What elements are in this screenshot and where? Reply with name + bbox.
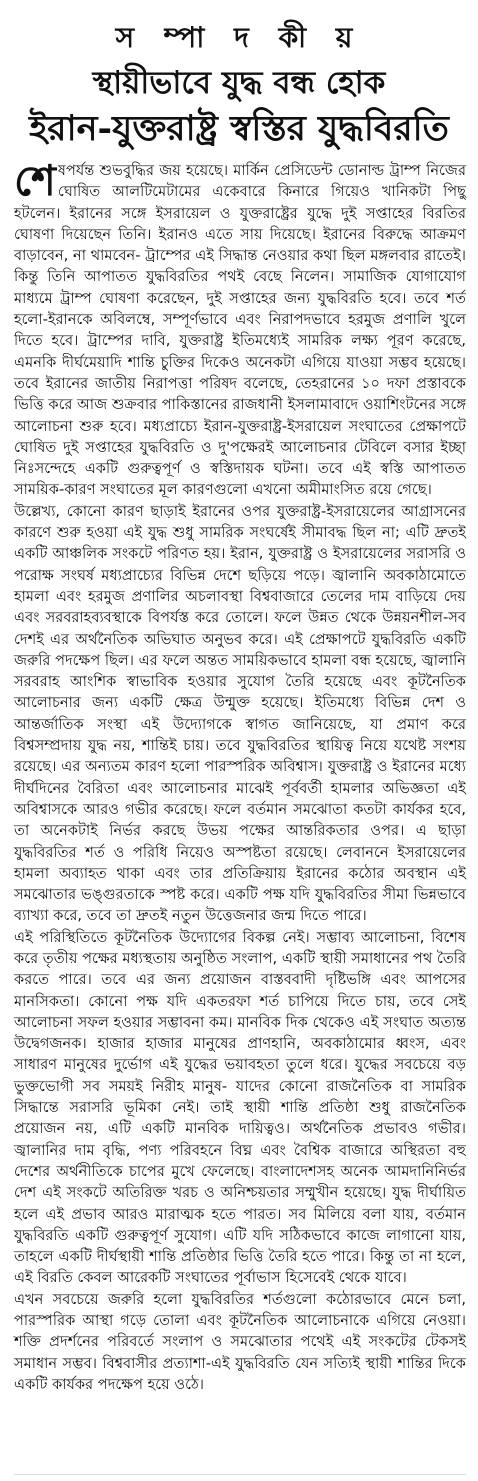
headline-line-1: স্থায়ীভাবে যুদ্ধ বন্ধ হোক	[92, 65, 386, 101]
article-paragraph-4: এখন সবচেয়ে জরুরি হলো যুদ্ধবিরতির শর্তগুলো কঠোরভাবে মেনে চলা, পারস্পরিক আস্থা গড়ে তোলা এবং কূটনৈতিক আলোচনাকে এগিয়ে নেওয়া। শক্তি প্রদর্শনের পরিবর্তে সংলাপ ও সমঝোতার পথেই এই সংকটের টেকসই সমাধান সম্ভব। বিশ্ববাসীর প্রত্যাশা-এই যুদ্ধবিরতি যেন সত্যিই স্থায়ী শান্তির দিকে একটি কার্যকর পদক্ষেপ হয়ে ওঠে।	[14, 1290, 466, 1393]
paragraph-1-text: ষপর্যন্ত শুভবুদ্ধির জয় হয়েছে। মার্কিন প্রেসিডেন্ট ডোনাল্ড ট্রাম্প নিজের ঘোষিত আলটিমেটামের একেবারে কিনারে গিয়েও খানিকটা পিছু হটলেন। ইরানের সঙ্গে ইসরায়েল ও যুক্তরাষ্ট্রের যুদ্ধে দুই সপ্তাহের বিরতির ঘোষণা দিয়েছেন তিনি। ইরানও এতে সায় দিয়েছে। ইরানের বিরুদ্ধে আক্রমণ বাড়াবেন, না থামবেন- ট্রাম্পের এই সিদ্ধান্ত নেওয়ার কথা ছিল মঙ্গলবার রাতেই। কিন্তু তিনি আপাতত যুদ্ধবিরতির পথই বেছে নিলেন। সামাজিক যোগাযোগ মাধ্যমে ট্রাম্প ঘোষণা করেছেন, দুই সপ্তাহের জন্য যুদ্ধবিরতি হবে। তবে শর্ত হলো-ইরানকে অবিলম্বে, সম্পূর্ণভাবে এবং নিরাপদভাবে হরমুজ প্রণালি খুলে দিতে হবে। ট্রাম্পের দাবি, যুক্তরাষ্ট্র ইতিমধ্যেই সামরিক লক্ষ্য পূরণ করেছে, এমনকি দীর্ঘমেয়াদি শান্তি চুক্তির দিকেও অনেকটা এগিয়ে যাওয়া সম্ভব হয়েছে। তবে ইরানের জাতীয় নিরাপত্তা পরিষদ বলেছে, তেহরানের ১০ দফা প্রস্তাবকে ভিত্তি করে আজ শুক্রবার পাকিস্তানের রাজধানী ইসলামাবাদে ওয়াশিংটনের সঙ্গে আলোচনা শুরু হবে। মধ্যপ্রাচ্যে ইরান-যুক্তরাষ্ট্র-ইসরায়েল সংঘাতের প্রেক্ষাপটে ঘোষিত দুই সপ্তাহের যুদ্ধবিরতি ও দু'পক্ষেরই আলোচনার টেবিলে বসার ইচ্ছা নিঃসন্দেহে একটি গুরুত্বপূর্ণ ও স্বস্তিদায়ক ঘটনা। তবে এই স্বস্তি আপাতত সাময়িক-কারণ সংঘাতের মূল কারণগুলো এখনো অমীমাংসিত রয়ে গেছে।	[14, 162, 466, 499]
article-paragraph-3: এই পরিস্থিতিতে কূটনৈতিক উদ্যোগের বিকল্প নেই। সম্ভাব্য আলোচনা, বিশেষ করে তৃতীয় পক্ষের মধ্যস্থতায় অনুষ্ঠিত সংলাপ, একটি স্থায়ী সমাধানের পথ তৈরি করতে পারে। তবে এর জন্য প্রয়োজন বাস্তববাদী দৃষ্টিভঙ্গি এবং আপসের মানসিকতা। কোনো পক্ষ যদি একতরফা শর্ত চাপিয়ে দিতে চায়, তবে সেই আলোচনা সফল হওয়ার সম্ভাবনা কম। মানবিক দিক থেকেও এই সংঘাত অত্যন্ত উদ্বেগজনক। হাজার হাজার মানুষের প্রাণহানি, অবকাঠামোর ধ্বংস, এবং সাধারণ মানুষের দুর্ভোগ এই যুদ্ধের ভয়াবহতা তুলে ধরে। যুদ্ধের সবচেয়ে বড় ভুক্তভোগী সব সময়ই নিরীহ মানুষ- যাদের কোনো রাজনৈতিক বা সামরিক সিদ্ধান্তে সরাসরি ভূমিকা নেই। তাই স্থায়ী শান্তি প্রতিষ্ঠা শুধু রাজনৈতিক প্রয়োজন নয়, এটি একটি মানবিক দায়িত্বও। অর্থনৈতিক প্রভাবও গভীর। জ্বালানির দাম বৃদ্ধি, পণ্য পরিবহনে বিঘ্ন এবং বৈশ্বিক বাজারে অস্থিরতা বহু দেশের অর্থনীতিকে চাপের মুখে ফেলেছে। বাংলাদেশসহ অনেক আমদানিনির্ভর দেশ এই সংকটে অতিরিক্ত খরচ ও অনিশ্চয়তার সম্মুখীন হয়েছে। যুদ্ধ দীর্ঘায়িত হলে এই প্রভাব আরও মারাত্মক হতে পারত। সব মিলিয়ে বলা যায়, বর্তমান যুদ্ধবিরতি একটি গুরুত্বপূর্ণ সুযোগ। এটি যদি সঠিকভাবে কাজে লাগানো যায়, তাহলে একটি দীর্ঘস্থায়ী শান্তি প্রতিষ্ঠার ভিত্তি তৈরি হতে পারে। কিন্তু তা না হলে, এই বিরতি কেবল আরেকটি সংঘাতের পূর্বাভাস হিসেবেই থেকে যাবে।	[14, 928, 466, 1287]
article-body	[14, 156, 466, 1395]
section-label-editorial: স ম্পা দ কী য়	[115, 21, 363, 54]
headline-line-2: ইরান-যুক্তরাষ্ট্র স্বস্তির যুদ্ধবিরতি	[29, 108, 449, 149]
article-paragraph-1	[14, 156, 466, 501]
bottom-divider	[14, 1474, 466, 1475]
article-paragraph-2: উল্লেখ্য, কোনো কারণ ছাড়াই ইরানের ওপর যুক্তরাষ্ট্র-ইসরায়েলের আগ্রাসনের কারণে শুরু হওয়া এই যুদ্ধ শুধু সামরিক সংঘর্ষেই সীমাবদ্ধ ছিল না; এটি দ্রুতই একটি আঞ্চলিক সংকটে পরিণত হয়। ইরান, যুক্তরাষ্ট্র ও ইসরায়েলের সরাসরি ও পরোক্ষ সংঘর্ষ মধ্যপ্রাচ্যের বিভিন্ন দেশে ছড়িয়ে পড়ে। জ্বালানি অবকাঠামোতে হামলা এবং হরমুজ প্রণালির অচলাবস্থা বিশ্ববাজারে তেলের দাম বাড়িয়ে দেয় এবং সরবরাহব্যবস্থাকে বিপর্যস্ত করে তোলে। ফলে উন্নত থেকে উন্নয়নশীল-সব দেশই এর অর্থনৈতিক অভিঘাত অনুভব করে। এই প্রেক্ষাপটে যুদ্ধবিরতি একটি জরুরি পদক্ষেপ ছিল। এর ফলে অন্তত সাময়িকভাবে হামলা বন্ধ হয়েছে, জ্বালানি সরবরাহ আংশিক স্বাভাবিক হওয়ার সুযোগ তৈরি হয়েছে এবং কূটনৈতিক আলোচনার জন্য একটি ক্ষেত্র উন্মুক্ত হয়েছে। ইতিমধ্যে বিভিন্ন দেশ ও আন্তর্জাতিক সংস্থা এই উদ্যোগকে স্বাগত জানিয়েছে, যা প্রমাণ করে বিশ্বসম্প্রদায় যুদ্ধ নয়, শান্তিই চায়। তবে যুদ্ধবিরতির স্থায়িত্ব নিয়ে যথেষ্ট সংশয় রয়েছে। এর অন্যতম কারণ হলো পারস্পরিক অবিশ্বাস। যুক্তরাষ্ট্র ও ইরানের মধ্যে দীর্ঘদিনের বৈরিতা এবং আলোচনার মাঝেই পূর্ববর্তী হামলার অভিজ্ঞতা এই অবিশ্বাসকে আরও গভীর করেছে। ফলে বর্তমান সমঝোতা কতটা কার্যকর হবে, তা অনেকটাই নির্ভর করছে উভয় পক্ষের আন্তরিকতার ওপর। এ ছাড়া যুদ্ধবিরতির শর্ত ও পরিধি নিয়েও অস্পষ্টতা রয়েছে। লেবাননে ইসরায়েলের হামলা অব্যাহত থাকা এবং তার প্রতিক্রিয়ায় ইরানের কঠোর অবস্থান এই সমঝোতার ভঙ্গুরতাকে স্পষ্ট করে। একটি পক্ষ যদি যুদ্ধবিরতির সীমা ভিন্নভাবে ব্যাখ্যা করে, তবে তা দ্রুতই নতুন উত্তেজনার জন্ম দিতে পারে।	[14, 502, 466, 925]
dropcap: শে	[14, 156, 56, 205]
